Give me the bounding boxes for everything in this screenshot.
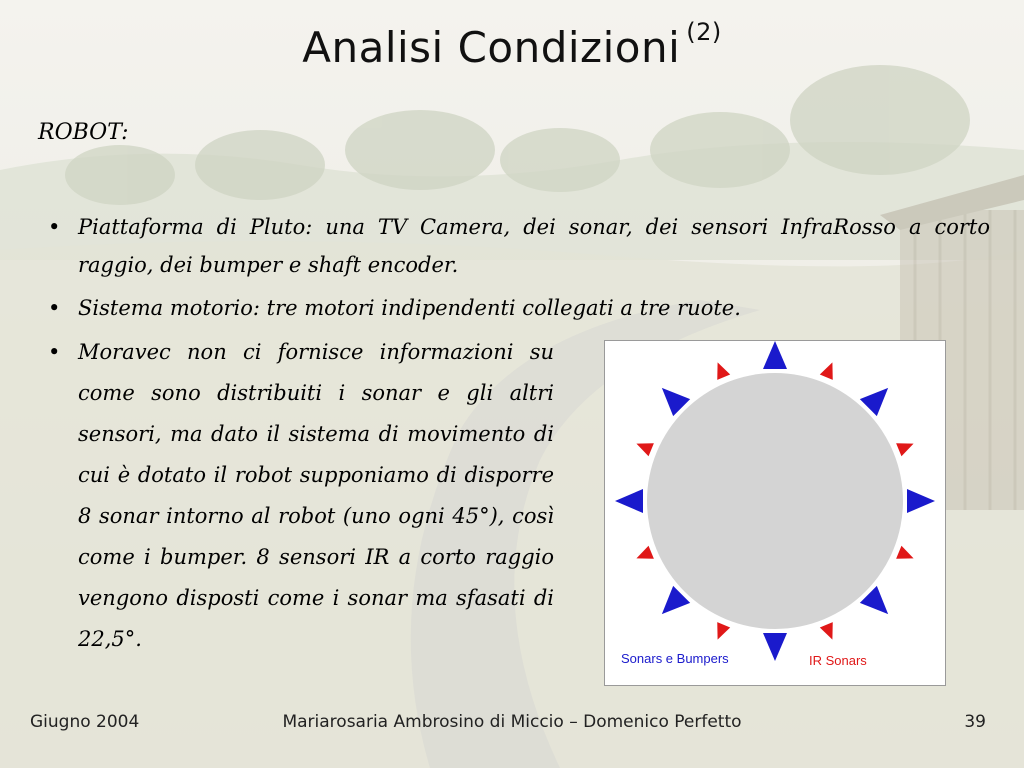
ir-sonar-marker — [896, 546, 913, 559]
sonar-bumper-marker — [907, 489, 935, 513]
ir-sonar-marker — [820, 622, 833, 639]
ir-sonar-marker — [636, 443, 653, 456]
bullet-item-motors — [48, 288, 990, 328]
sonar-bumper-marker — [763, 341, 787, 369]
sonar-bumper-marker — [763, 633, 787, 661]
sonar-bumper-marker — [615, 489, 643, 513]
bullet-icon: • — [48, 340, 61, 364]
sensor-layout-figure — [604, 340, 946, 686]
ir-sonar-marker — [820, 362, 833, 379]
ir-sonar-marker — [636, 546, 653, 559]
bullet-text: Sistema motorio: tre motori indipendenti collegati a tre ruote. — [78, 296, 741, 320]
bullet-icon: • — [48, 296, 61, 320]
footer-authors: Mariarosaria Ambrosino di Miccio – Domenico Perfetto — [282, 712, 742, 732]
bullet-item-sensors — [48, 332, 554, 660]
title-superscript: (2) — [686, 18, 722, 46]
footer-date: Giugno 2004 — [30, 712, 140, 732]
slide-title — [0, 18, 1024, 72]
robot-body — [647, 373, 903, 629]
bullet-text: Piattaforma di Pluto: una TV Camera, dei sonar, dei sensori InfraRosso a corto raggio, dei bumper e shaft encoder. — [78, 215, 990, 277]
bullet-icon: • — [48, 215, 61, 239]
ir-sonar-marker — [717, 622, 730, 639]
sensor-diagram — [605, 341, 945, 685]
bullet-text: Moravec non ci fornisce informazioni su come sono distribuiti i sonar e gli altri sensori, ma dato il sistema di movimento di cui è dotato il robot supponiamo di disporre 8 sonar intorno al robot (uno ogni 45°), così come i bumper. 8 sensori IR a corto raggio vengono disposti come i sonar ma sfasati di 22,5°. — [78, 340, 554, 651]
section-heading: ROBOT: — [38, 120, 129, 145]
title-text: Analisi Condizioni — [302, 23, 681, 72]
legend-ir: IR Sonars — [809, 653, 867, 668]
ir-sonar-marker — [896, 443, 913, 456]
ir-sonar-marker — [717, 362, 730, 379]
legend-sonar: Sonars e Bumpers — [621, 651, 729, 666]
bullet-item-platform — [48, 208, 990, 284]
footer-page-number: 39 — [964, 712, 986, 732]
